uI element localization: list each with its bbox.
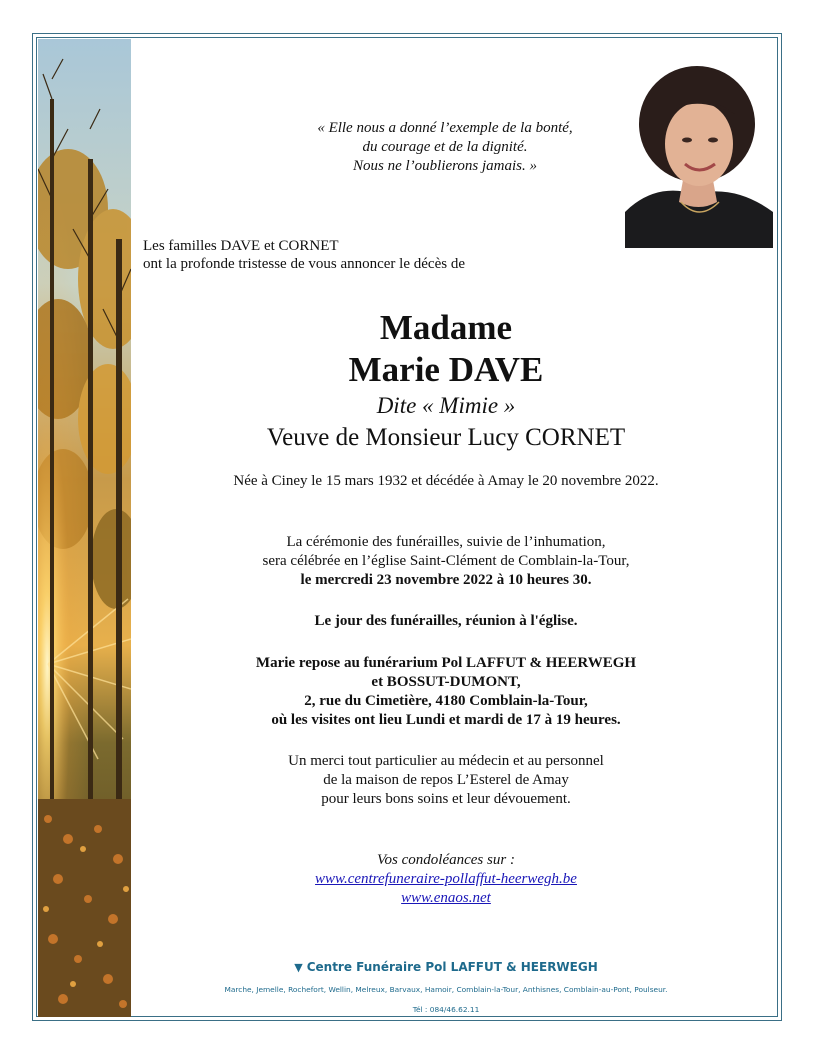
announcement-line: Les familles DAVE et CORNET — [143, 238, 339, 254]
thanks-message — [131, 752, 761, 809]
quote-line: du courage et de la dignité. — [362, 139, 528, 155]
ceremony-info — [131, 533, 761, 590]
quote-line: Nous ne l’oublierons jamais. » — [352, 158, 538, 174]
repose-line: Marie repose au funérarium Pol LAFFUT & HEERWEGH — [255, 655, 637, 671]
deceased-title: Madame — [379, 308, 513, 347]
deceased-nickname: Dite « Mimie » — [376, 393, 516, 418]
meeting-info: Le jour des funérailles, réunion à l'église. — [314, 613, 578, 629]
condolences-section — [131, 851, 761, 908]
ceremony-line: sera célébrée en l’église Saint-Clément de Comblain-la-Tour, — [262, 553, 630, 569]
memorial-quote — [275, 119, 615, 176]
footer-phone: Tél : 084/46.62.11 — [412, 1005, 480, 1014]
thanks-line: pour leurs bons soins et leur dévouement. — [321, 791, 571, 807]
repose-address: 2, rue du Cimetière, 4180 Comblain-la-Tour, — [304, 693, 588, 709]
triangle-down-icon: ▼ — [294, 961, 303, 974]
condolences-link-funeral-home[interactable]: www.centrefuneraire-pollaffut-heerwegh.be — [315, 871, 577, 887]
company-name: Centre Funéraire Pol LAFFUT & HEERWEGH — [306, 960, 598, 974]
footer-company — [131, 958, 761, 977]
repose-info — [131, 654, 761, 730]
condolences-label: Vos condoléances sur : — [377, 852, 515, 868]
repose-visits: où les visites ont lieu Lundi et mardi de 17 à 19 heures. — [271, 712, 621, 728]
deceased-name: Marie DAVE — [348, 350, 544, 389]
birth-death-line: Née à Ciney le 15 mars 1932 et décédée à Amay le 20 novembre 2022. — [233, 473, 659, 489]
repose-line: et BOSSUT-DUMONT, — [371, 674, 521, 690]
footer-places: Marche, Jemelle, Rochefort, Wellin, Melreux, Barvaux, Hamoir, Comblain-la-Tour, Anthisnes, Comblain-au-Pont, Poulseur. — [224, 985, 668, 994]
ceremony-date: le mercredi 23 novembre 2022 à 10 heures 30. — [300, 572, 592, 588]
ceremony-line: La cérémonie des funérailles, suivie de l’inhumation, — [286, 534, 606, 550]
thanks-line: Un merci tout particulier au médecin et au personnel — [288, 753, 604, 769]
portrait-photo — [625, 62, 773, 248]
thanks-line: de la maison de repos L’Esterel de Amay — [323, 772, 569, 788]
quote-line: « Elle nous a donné l’exemple de la bonté, — [317, 120, 573, 136]
autumn-forest-image — [38, 39, 131, 1017]
widow-of: Veuve de Monsieur Lucy CORNET — [266, 424, 626, 451]
family-announcement — [143, 237, 465, 273]
condolences-link-enaos[interactable]: www.enaos.net — [401, 890, 491, 906]
announcement-line: ont la profonde tristesse de vous annoncer le décès de — [143, 256, 465, 272]
